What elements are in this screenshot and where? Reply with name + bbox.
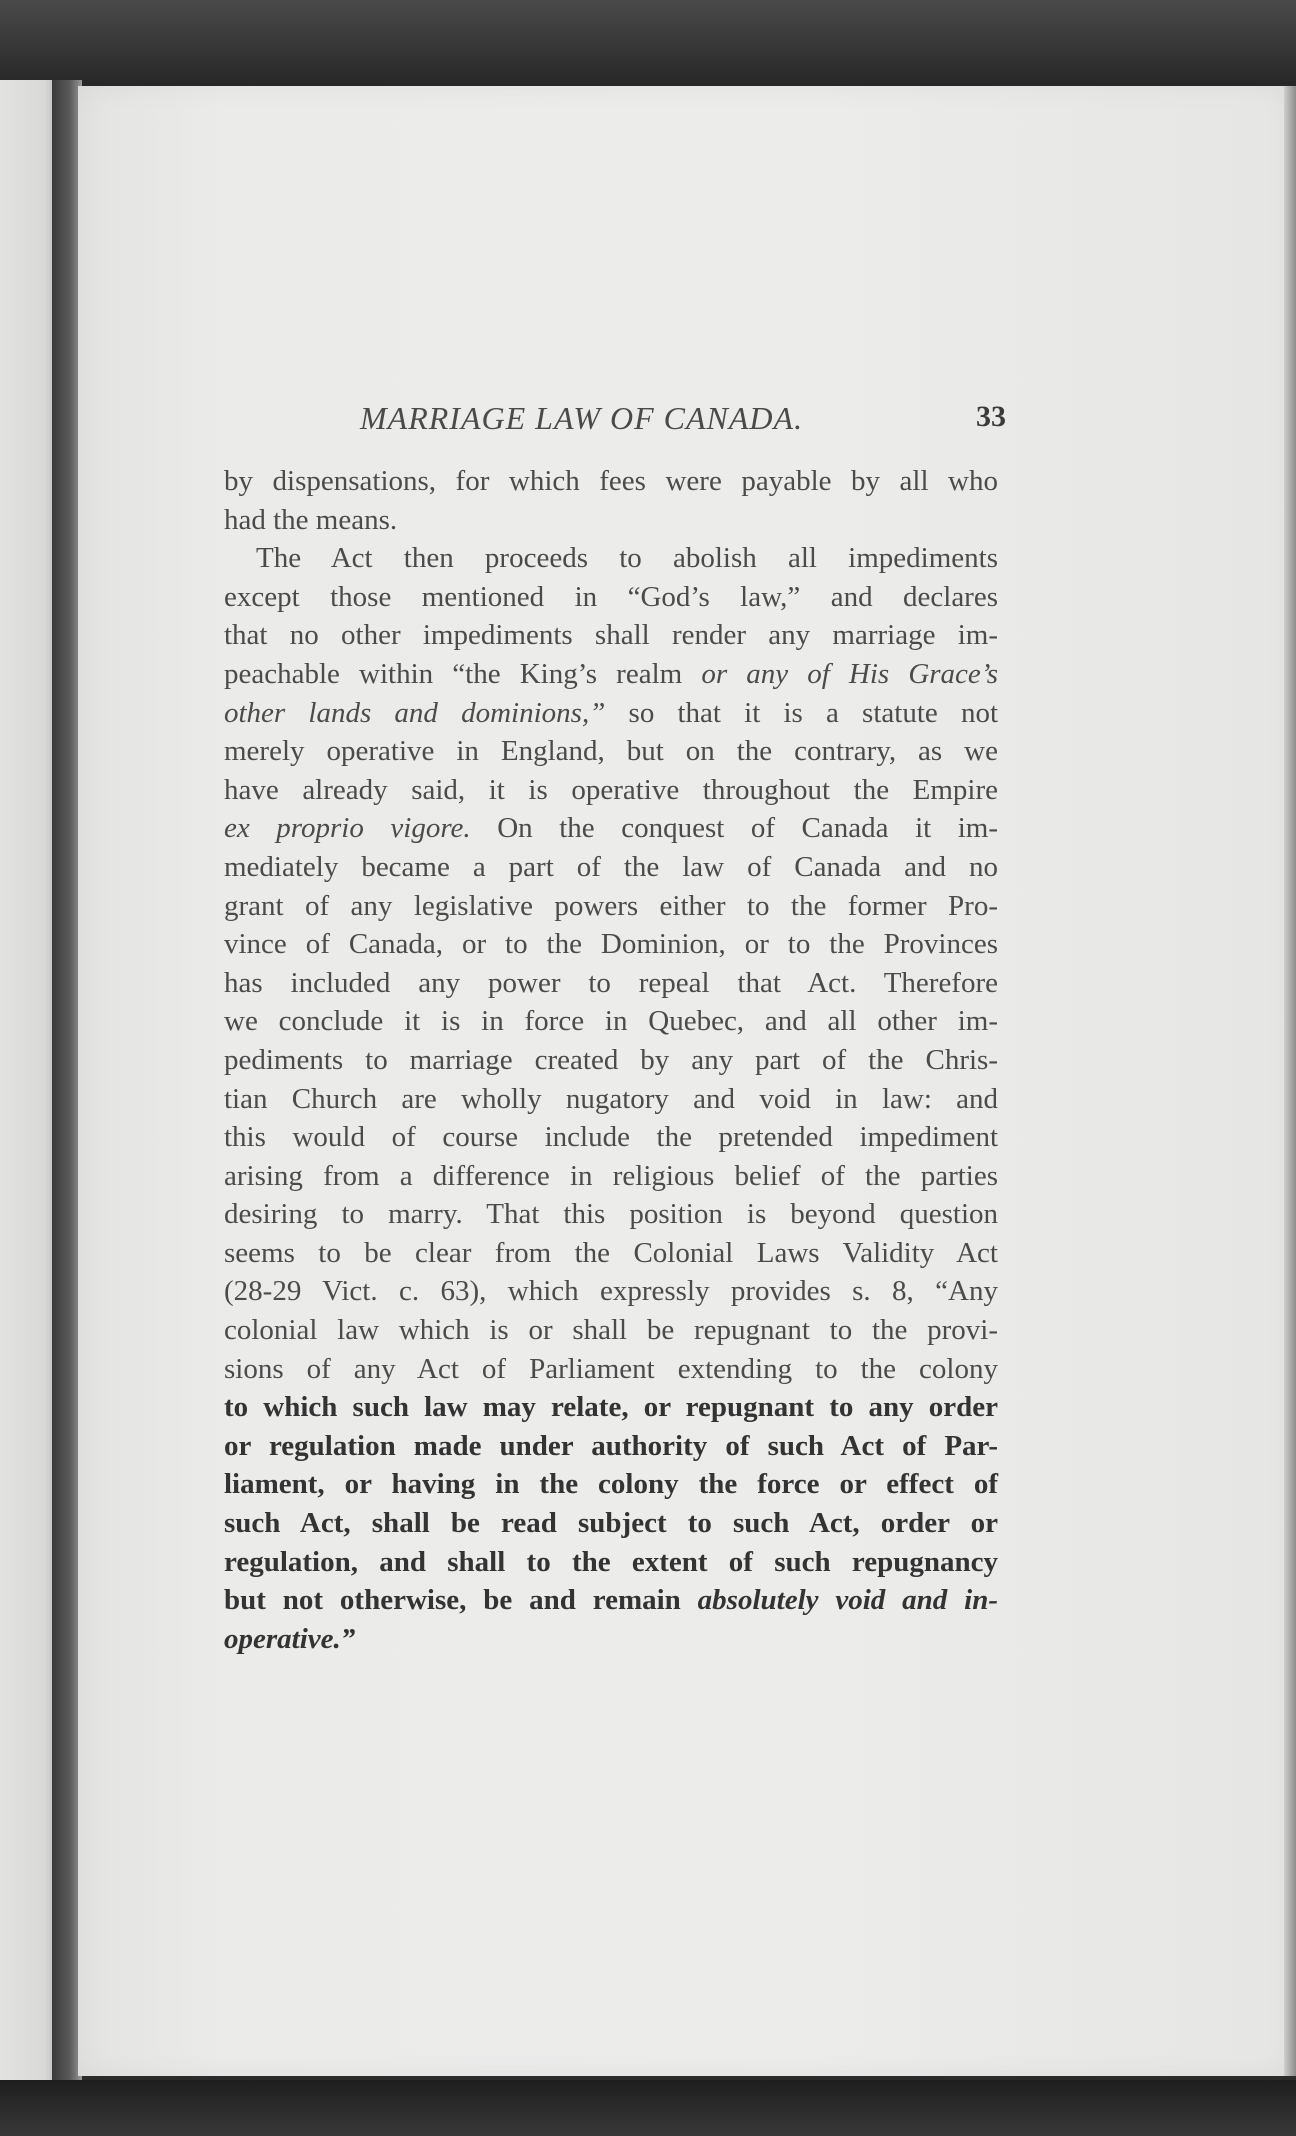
text-line: or regulation made under authority of such Act of Par- [224, 1429, 998, 1462]
text-line: had the means. [224, 503, 398, 536]
text-line: vince of Canada, or to the Dominion, or to the Provinces [224, 928, 998, 961]
left-page-edge [0, 80, 56, 2080]
scan-top-border [0, 0, 1296, 88]
text-line: have already said, it is operative throughout the Empire [224, 773, 998, 806]
italic-phrase: other lands and dominions,” [224, 696, 606, 729]
right-page-edge [1284, 86, 1296, 2076]
text-line: to which such law may relate, or repugnant to any order [224, 1391, 998, 1424]
text-line: by dispensations, for which fees were payable by all who [224, 465, 998, 497]
text-line: (28-29 Vict. c. 63), which expressly provides s. 8, “Any [224, 1275, 998, 1308]
italic-phrase: absolutely void and in- [697, 1584, 998, 1617]
text-line: regulation, and shall to the extent of such repugnancy [224, 1545, 998, 1578]
text-line: has included any power to repeal that Act. Therefore [224, 966, 998, 999]
text-line: merely operative in England, but on the contrary, as we [224, 735, 998, 768]
text-line: ex proprio vigore. On the conquest of Canada it im- [224, 812, 999, 845]
text-line: arising from a difference in religious belief of the parties [224, 1159, 998, 1192]
text-line: other lands and dominions,” so that it is a statute not [224, 696, 999, 729]
page-number: 33 [976, 400, 1006, 433]
text-line [224, 1620, 998, 1659]
running-head [300, 400, 1006, 444]
text-line: this would of course include the pretended impediment [224, 1121, 998, 1154]
text-line: except those mentioned in “God’s law,” and declares [224, 580, 998, 613]
text-line: tian Church are wholly nugatory and void in law: and [224, 1082, 998, 1115]
text-line: grant of any legislative powers either to the former Pro- [224, 889, 998, 922]
italic-phrase: or any of His Grace’s [701, 657, 998, 690]
text-line: desiring to marry. That this position is beyond question [224, 1198, 998, 1231]
body-text [224, 462, 998, 1658]
text-line: sions of any Act of Parliament extending to the colony [224, 1352, 998, 1385]
text-line: colonial law which is or shall be repugnant to the provi- [224, 1314, 998, 1347]
text-line: seems to be clear from the Colonial Laws Validity Act [224, 1236, 998, 1269]
text-line: liament, or having in the colony the force or effect of [224, 1468, 998, 1501]
text-line: we conclude it is in force in Quebec, and all other im- [224, 1005, 998, 1038]
text-line: that no other impediments shall render any marriage im- [224, 619, 998, 652]
text-line: pediments to marriage created by any part of the Chris- [224, 1043, 998, 1076]
text-line: but not otherwise, be and remain absolutely void and in- [224, 1584, 998, 1617]
text-line: mediately became a part of the law of Canada and no [224, 850, 998, 883]
text-line: such Act, shall be read subject to such Act, order or [224, 1507, 998, 1540]
italic-phrase: operative.” [224, 1622, 356, 1655]
scan-bottom-border [0, 2080, 1296, 2136]
text-line: The Act then proceeds to abolish all impediments [256, 542, 998, 575]
running-head-title: MARRIAGE LAW OF CANADA. [360, 400, 804, 436]
italic-phrase: ex proprio vigore. [224, 812, 471, 845]
text-line: peachable within “the King’s realm or any of His Grace’s [224, 657, 998, 690]
